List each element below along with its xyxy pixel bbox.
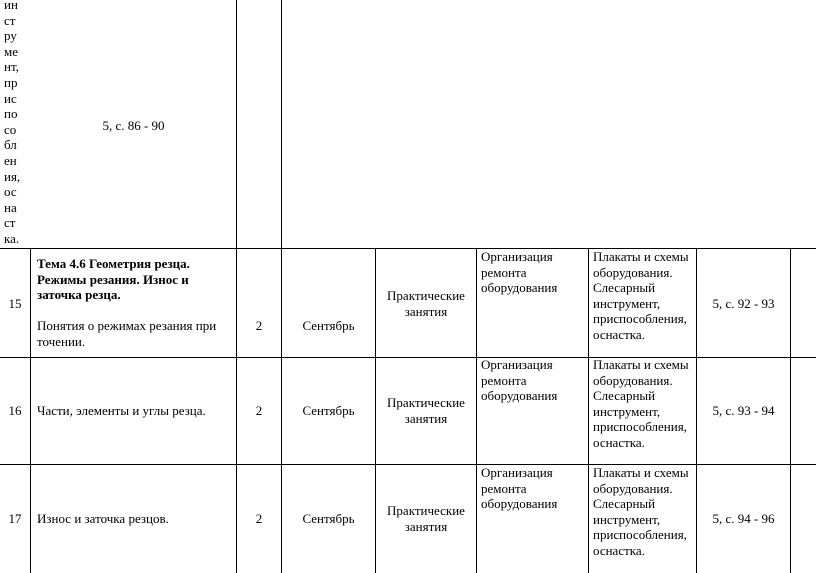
top-reference: 5, с. 86 - 90	[102, 118, 165, 133]
hours: 2	[255, 403, 263, 418]
activity: Организация ремонта оборудования	[481, 357, 558, 403]
topic-title: Тема 4.6 Геометрия резца. Режимы резания. Износ и заточка резца.	[37, 256, 190, 302]
lesson-type: Практические занятия	[387, 288, 465, 319]
month: Сентябрь	[302, 511, 355, 526]
topic-text: Понятия о режимах резания при точении.	[37, 318, 217, 349]
hours: 2	[255, 318, 263, 333]
month: Сентябрь	[302, 318, 355, 333]
equipment: Плакаты и схемы оборудования. Слесарный инструмент, приспособления, оснастка.	[593, 249, 689, 342]
activity: Организация ремонта оборудования	[481, 249, 558, 295]
row-number: 17	[8, 511, 22, 526]
reference: 5, с. 93 - 94	[712, 403, 775, 418]
month: Сентябрь	[302, 403, 355, 418]
equipment: Плакаты и схемы оборудования. Слесарный инструмент, приспособления, оснастка.	[593, 357, 689, 450]
lesson-type: Практические занятия	[387, 503, 465, 534]
topic-text: Части, элементы и углы резца.	[37, 403, 206, 418]
reference: 5, с. 92 - 93	[712, 296, 775, 311]
reference: 5, с. 94 - 96	[712, 511, 775, 526]
row-number: 16	[8, 403, 22, 418]
equipment: Плакаты и схемы оборудования. Слесарный инструмент, приспособления, оснастка.	[593, 465, 689, 558]
topic-text: Износ и заточка резцов.	[37, 511, 169, 526]
activity: Организация ремонта оборудования	[481, 465, 558, 511]
lesson-type: Практические занятия	[387, 395, 465, 426]
hours: 2	[255, 511, 263, 526]
wrapped-column-text: ин ст ру ме нт, пр ис по со бл ен ия, ос на ст ка.	[4, 0, 21, 246]
row-number: 15	[8, 296, 22, 311]
